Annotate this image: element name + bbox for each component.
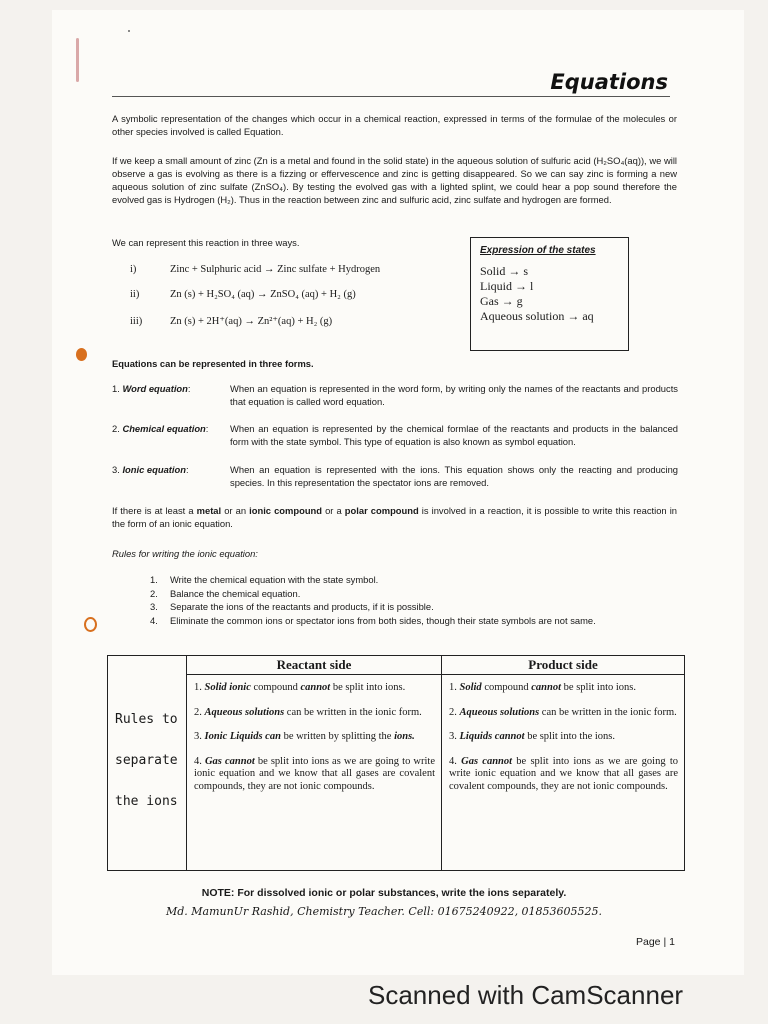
ionic-condition-paragraph: If there is at least a metal or an ionic compound or a polar compound is involved in a reaction, it is possible to write this reaction in the form of an ionic equation. [112,505,678,529]
table-header-row [108,656,685,675]
reactant-side-header: Reactant side [187,656,442,675]
list-item: 2. Balance the chemical equation. [150,587,301,599]
ion-rules-table [107,655,685,871]
title-underline [112,96,670,97]
state-item: Aqueous solution → aq [480,309,594,323]
side-label: the ions [115,793,178,809]
reactant-rule: 4. Gas cannot be split into ions as we are going to write ionic equation and we know that all gases are covalent compounds, they are not ionic compounds. [194,755,435,792]
definition-paragraph: A symbolic representation of the changes which occur in a chemical reaction, expressed in terms of the formulae of the molecules or other species involved is called Equation. [112,113,677,137]
product-rules-cell [442,675,685,871]
list-item: 3. Separate the ions of the reactants and products, if it is possible. [150,601,434,612]
product-rule: 4. Gas cannot be split into ions as we are going to write ionic equation and we know that all gases are covalent compounds, they are not ionic compounds. [449,755,678,792]
reactant-rule: 2. Aqueous solutions can be written in the ionic form. [194,706,422,718]
reactant-rule: 3. Ionic Liquids can be written by splitting the ions. [194,731,415,742]
form-description: When an equation is represented in the word form, by writing only the names of the reactants and products that equation is called word equation. [230,383,678,407]
list-item: 1. Write the chemical equation with the state symbol. [150,574,379,585]
list-item: 4. Eliminate the common ions or spectator ions from both sides, though their state symbols are not same. [150,614,596,626]
reactant-rule: 1. Solid ionic compound cannot be split into ions. [194,682,406,693]
page-title: Equations [550,70,668,94]
side-label: separate [115,752,178,768]
form-label: Ionic equation [122,464,186,475]
form-description: When an equation is represented with the ions. This equation shows only the reacting and producing species. In this representation the spectator ions are removed. [230,464,678,488]
teacher-signature-line: Md. MamunUr Rashid, Chemistry Teacher. Cell: 01675240922, 01853605525. [165,905,603,918]
product-rule: 1. Solid compound cannot be split into ions. [449,682,636,693]
page-number: Page | 1 [636,936,675,948]
rules-heading: Rules for writing the ionic equation: [112,548,258,559]
state-item: Gas → g [480,294,523,308]
equation-number: iii) [130,316,143,327]
state-item: Liquid → l [480,279,534,293]
orange-punch-mark [76,348,87,361]
speck [128,30,130,32]
rules-list [150,573,596,627]
forms-intro: Equations can be represented in three forms. [112,358,314,369]
zinc-example-paragraph: If we keep a small amount of zinc (Zn is a metal and found in the solid state) in the aqueous solution of sulfuric acid (H₂SO₄(aq)), we will observe a gas is evolving as there is a fizzing or effervescence and zinc is getting disappeared. So we can say zinc is forming a new aqueous solution of zinc sulfate (ZnSO₄). By testing the evolved gas with a lighted splint, we could hear a pop sound therefore the evolved gas is Hydrogen (H₂). Thus in the reaction between zinc and sulfuric acid, zinc sulfate and hydrogen are formed. [112,155,677,205]
form-label: Chemical equation [122,423,206,434]
camscanner-watermark: Scanned with CamScanner [368,980,684,1010]
states-box [470,237,629,351]
three-ways-text: We can represent this reaction in three ways. [112,237,300,248]
equation-number: i) [130,264,137,275]
equation-row [130,315,332,327]
margin-mark [76,38,79,82]
equation-text: Zn (s) + 2H⁺(aq) → Zn²⁺(aq) + H₂ (g) [170,316,333,327]
side-label-cell [108,675,187,871]
table-row [108,675,685,871]
product-rule: 2. Aqueous solutions can be written in the ionic form. [449,706,677,718]
product-rule: 3. Liquids cannot be split into the ions. [449,731,615,742]
equation-text: Zn (s) + H₂SO₄ (aq) → ZnSO₄ (aq) + H₂ (g) [170,289,356,300]
equation-row [130,289,356,300]
states-box-heading: Expression of the states [480,245,596,256]
side-label: Rules to [115,711,178,727]
equation-text: Zinc + Sulphuric acid → Zinc sulfate + Hydrogen [170,264,381,275]
note-text: NOTE: For dissolved ionic or polar substances, write the ions separately. [201,887,567,899]
equation-number: ii) [130,289,140,300]
equation-row [130,264,380,275]
product-side-header: Product side [442,656,685,675]
reactant-rules-cell [187,675,442,871]
state-item: Solid → s [480,264,529,278]
form-description: When an equation is represented by the chemical formlae of the reactants and products in the balanced form with the state symbol. This type of equation is also known as symbol equation. [230,423,678,447]
form-label: Word equation [122,383,188,394]
orange-punch-mark [84,617,97,632]
